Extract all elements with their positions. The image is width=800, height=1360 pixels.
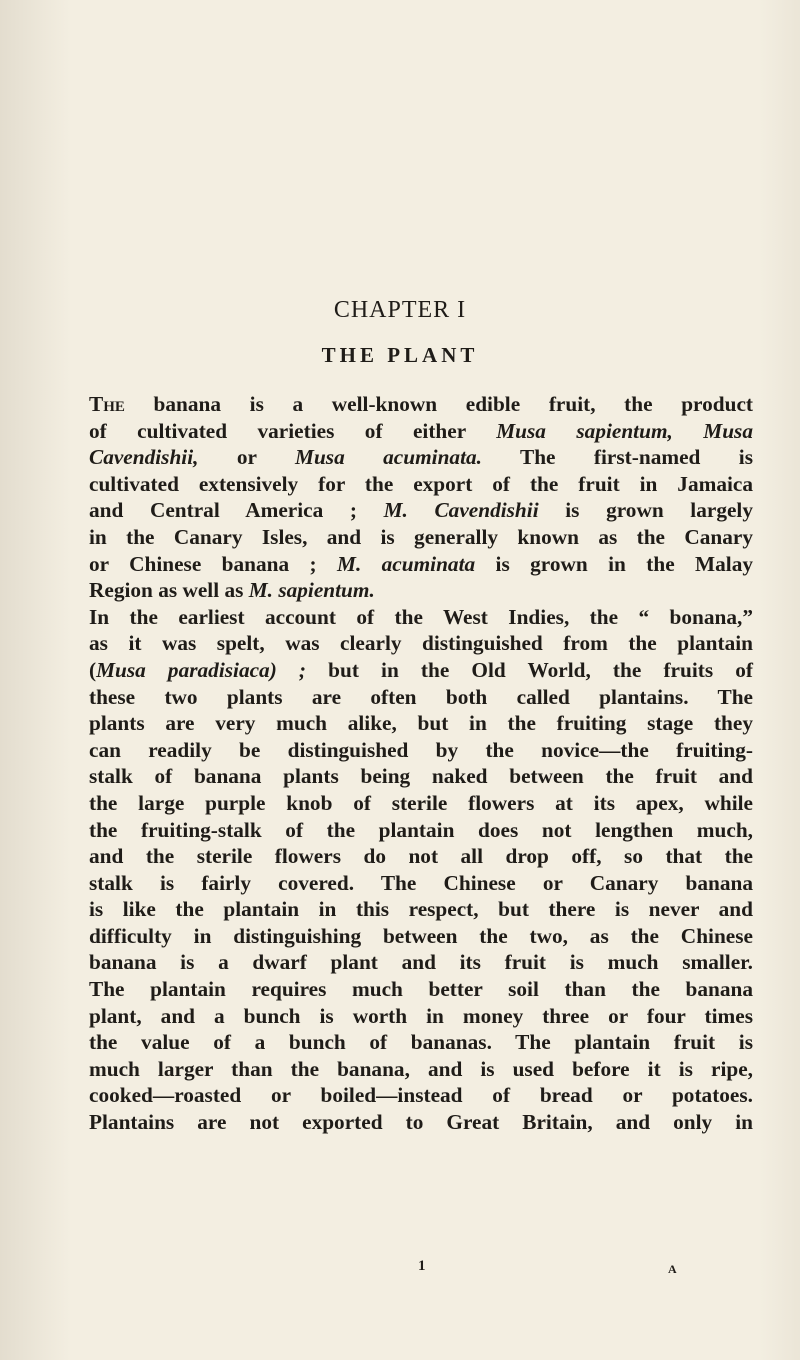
- body-text: [89, 391, 753, 1136]
- text-line: [89, 577, 753, 604]
- text-line: [89, 763, 753, 790]
- text-line: [89, 1056, 753, 1083]
- text-run: can readily be distinguished by the novice—the fruiting-: [89, 737, 753, 762]
- lead-word: The: [89, 392, 125, 416]
- text-run: or: [198, 445, 296, 470]
- text-run: Plantains are not exported to Great Britain, and only in: [89, 1110, 753, 1135]
- text-run: banana is a dwarf plant and its fruit is much smaller.: [89, 950, 753, 975]
- text-run: plants are very much alike, but in the fruiting stage they: [89, 711, 753, 736]
- text-line: [89, 870, 753, 897]
- text-line: [89, 684, 753, 711]
- text-run: The plantain requires much better soil than the banana: [89, 977, 753, 1002]
- text-line: [89, 923, 753, 950]
- text-line: [89, 524, 753, 551]
- italic-text: Musa acuminata.: [295, 445, 482, 470]
- text-run: of cultivated varieties of either: [89, 418, 497, 443]
- page-edge-shading-right: [760, 0, 800, 1360]
- text-run: stalk of banana plants being naked between the fruit and: [89, 764, 753, 789]
- text-line: [89, 444, 753, 471]
- printer-signature: A: [668, 1262, 677, 1276]
- text-run: these two plants are often both called plantains. The: [89, 684, 753, 709]
- text-run: cultivated extensively for the export of the fruit in Jamaica: [89, 471, 753, 496]
- text-line: [89, 497, 753, 524]
- text-run: much larger than the banana, and is used before it is ripe,: [89, 1056, 753, 1081]
- text-run: stalk is fairly covered. The Chinese or Canary banana: [89, 870, 753, 895]
- chapter-label: CHAPTER I: [333, 297, 467, 323]
- text-run: as it was spelt, was clearly distinguished from the plantain: [89, 631, 753, 656]
- text-run: the large purple knob of sterile flowers at its apex, while: [89, 790, 753, 815]
- italic-text: Cavendishii,: [89, 445, 199, 470]
- text-run: (: [89, 657, 97, 682]
- italic-text: Musa paradisiaca) ;: [96, 657, 306, 682]
- italic-text: M. sapientum.: [248, 578, 375, 603]
- text-run: The first-named is: [481, 445, 753, 470]
- text-line: [89, 657, 753, 684]
- text-run: or Chinese banana ;: [89, 551, 338, 576]
- text-line: [89, 976, 753, 1003]
- text-line: [89, 710, 753, 737]
- text-run: but in the Old World, the fruits of: [306, 657, 753, 682]
- text-run: in the Canary Isles, and is generally known as the Canary: [89, 524, 753, 549]
- page-edge-shading: [0, 0, 70, 1360]
- text-line: [89, 418, 753, 445]
- text-line: [89, 896, 753, 923]
- text-run: cooked—roasted or boiled—instead of bread or potatoes.: [89, 1083, 753, 1108]
- text-line: [89, 1082, 753, 1109]
- text-run: difficulty in distinguishing between the two, as the Chinese: [89, 923, 753, 948]
- text-run: plant, and a bunch is worth in money three or four times: [89, 1003, 753, 1028]
- text-line: [89, 1029, 753, 1056]
- text-line: [89, 604, 753, 631]
- italic-text: M. Cavendishii: [383, 498, 539, 523]
- text-line: [89, 817, 753, 844]
- text-line: [89, 843, 753, 870]
- text-line: [89, 790, 753, 817]
- chapter-title: THE PLANT: [321, 343, 479, 367]
- text-run: Region as well as: [89, 578, 249, 603]
- text-run: is grown in the Malay: [475, 551, 753, 576]
- page-number: 1: [418, 1258, 426, 1274]
- text-run: banana is a well-known edible fruit, the product: [124, 392, 753, 416]
- text-run: and the sterile flowers do not all drop off, so that the: [89, 844, 753, 869]
- text-line: [89, 949, 753, 976]
- text-line: [89, 737, 753, 764]
- text-line: [89, 471, 753, 498]
- text-line: [89, 551, 753, 578]
- italic-text: Musa sapientum, Musa: [496, 418, 753, 443]
- text-line: [89, 630, 753, 657]
- text-line: [89, 1003, 753, 1030]
- italic-text: M. acuminata: [337, 551, 476, 576]
- text-line: [89, 1109, 753, 1136]
- text-run: is like the plantain in this respect, but there is never and: [89, 897, 753, 922]
- text-run: In the earliest account of the West Indies, the “ bonana,”: [89, 604, 753, 629]
- text-run: and Central America ;: [89, 498, 384, 523]
- text-run: is grown largely: [538, 498, 753, 523]
- text-run: the fruiting-stalk of the plantain does not lengthen much,: [89, 817, 753, 842]
- text-line: [89, 391, 753, 418]
- text-run: the value of a bunch of bananas. The plantain fruit is: [89, 1030, 753, 1055]
